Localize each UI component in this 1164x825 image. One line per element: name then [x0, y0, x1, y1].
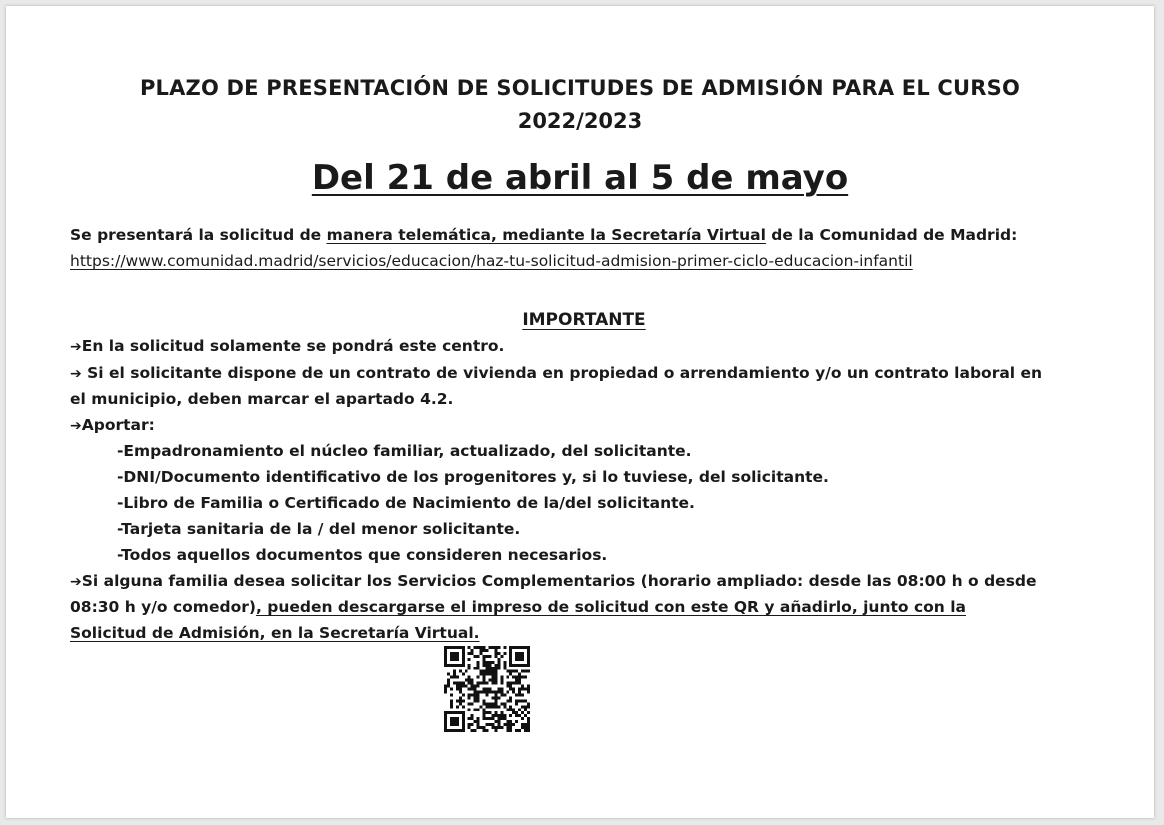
arrow-icon: ➔	[70, 366, 82, 382]
intro-text	[70, 226, 1017, 244]
submission-dates: Del 21 de abril al 5 de mayo	[311, 158, 849, 198]
important-item-1	[70, 337, 504, 355]
important-item-3	[70, 416, 155, 434]
important-item-4	[70, 572, 1037, 590]
intro-before: Se presentará la solicitud de	[70, 226, 327, 244]
important-item-4-text: Si alguna familia desea solicitar los Servicios Complementarios (horario ampliado: desde las 08:00 h o desde	[81, 572, 1037, 590]
important-heading: IMPORTANTE	[522, 310, 646, 330]
intro-underlined: manera telemática, mediante la Secretaría Virtual	[326, 226, 766, 244]
qr-code-icon[interactable]	[444, 646, 530, 732]
document-list-item: -Todos aquellos documentos que consideren necesarios.	[117, 546, 608, 564]
document-list-item: -Tarjeta sanitaria de la / del menor solicitante.	[117, 520, 521, 538]
important-item-2-text: Si el solicitante dispone de un contrato de vivienda en propiedad o arrendamiento y/o un contrato laboral en	[81, 364, 1043, 382]
document-page	[6, 6, 1154, 818]
secretaria-virtual-link[interactable]: https://www.comunidad.madrid/servicios/educacion/haz-tu-solicitud-admision-primer-ciclo-educacion-infantil	[70, 252, 913, 270]
important-item-1-text: En la solicitud solamente se pondrá este centro.	[81, 337, 505, 355]
important-item-4-continued	[70, 598, 966, 616]
important-item-4-underlined: , pueden descargarse el impreso de solicitud con este QR y añadirlo, junto con la	[255, 598, 966, 616]
important-item-2-continued: el municipio, deben marcar el apartado 4.2.	[70, 390, 454, 408]
arrow-icon: ➔	[70, 339, 82, 355]
important-item-4-plain: 08:30 h y/o comedor)	[70, 598, 256, 616]
intro-url-line	[70, 252, 913, 270]
document-title-year: 2022/2023	[517, 109, 643, 133]
document-list-item: -Libro de Familia o Certificado de Nacimiento de la/del solicitante.	[117, 494, 695, 512]
document-list-item: -Empadronamiento el núcleo familiar, actualizado, del solicitante.	[117, 442, 692, 460]
arrow-icon: ➔	[70, 574, 82, 590]
intro-after: de la Comunidad de Madrid:	[765, 226, 1018, 244]
important-item-3-text: Aportar:	[81, 416, 155, 434]
document-list-item: -DNI/Documento identificativo de los progenitores y, si lo tuviese, del solicitante.	[117, 468, 829, 486]
important-item-4-final: Solicitud de Admisión, en la Secretaría Virtual.	[70, 624, 480, 642]
document-title: PLAZO DE PRESENTACIÓN DE SOLICITUDES DE ADMISIÓN PARA EL CURSO	[139, 76, 1021, 100]
important-item-2	[70, 364, 1042, 382]
arrow-icon: ➔	[70, 418, 82, 434]
